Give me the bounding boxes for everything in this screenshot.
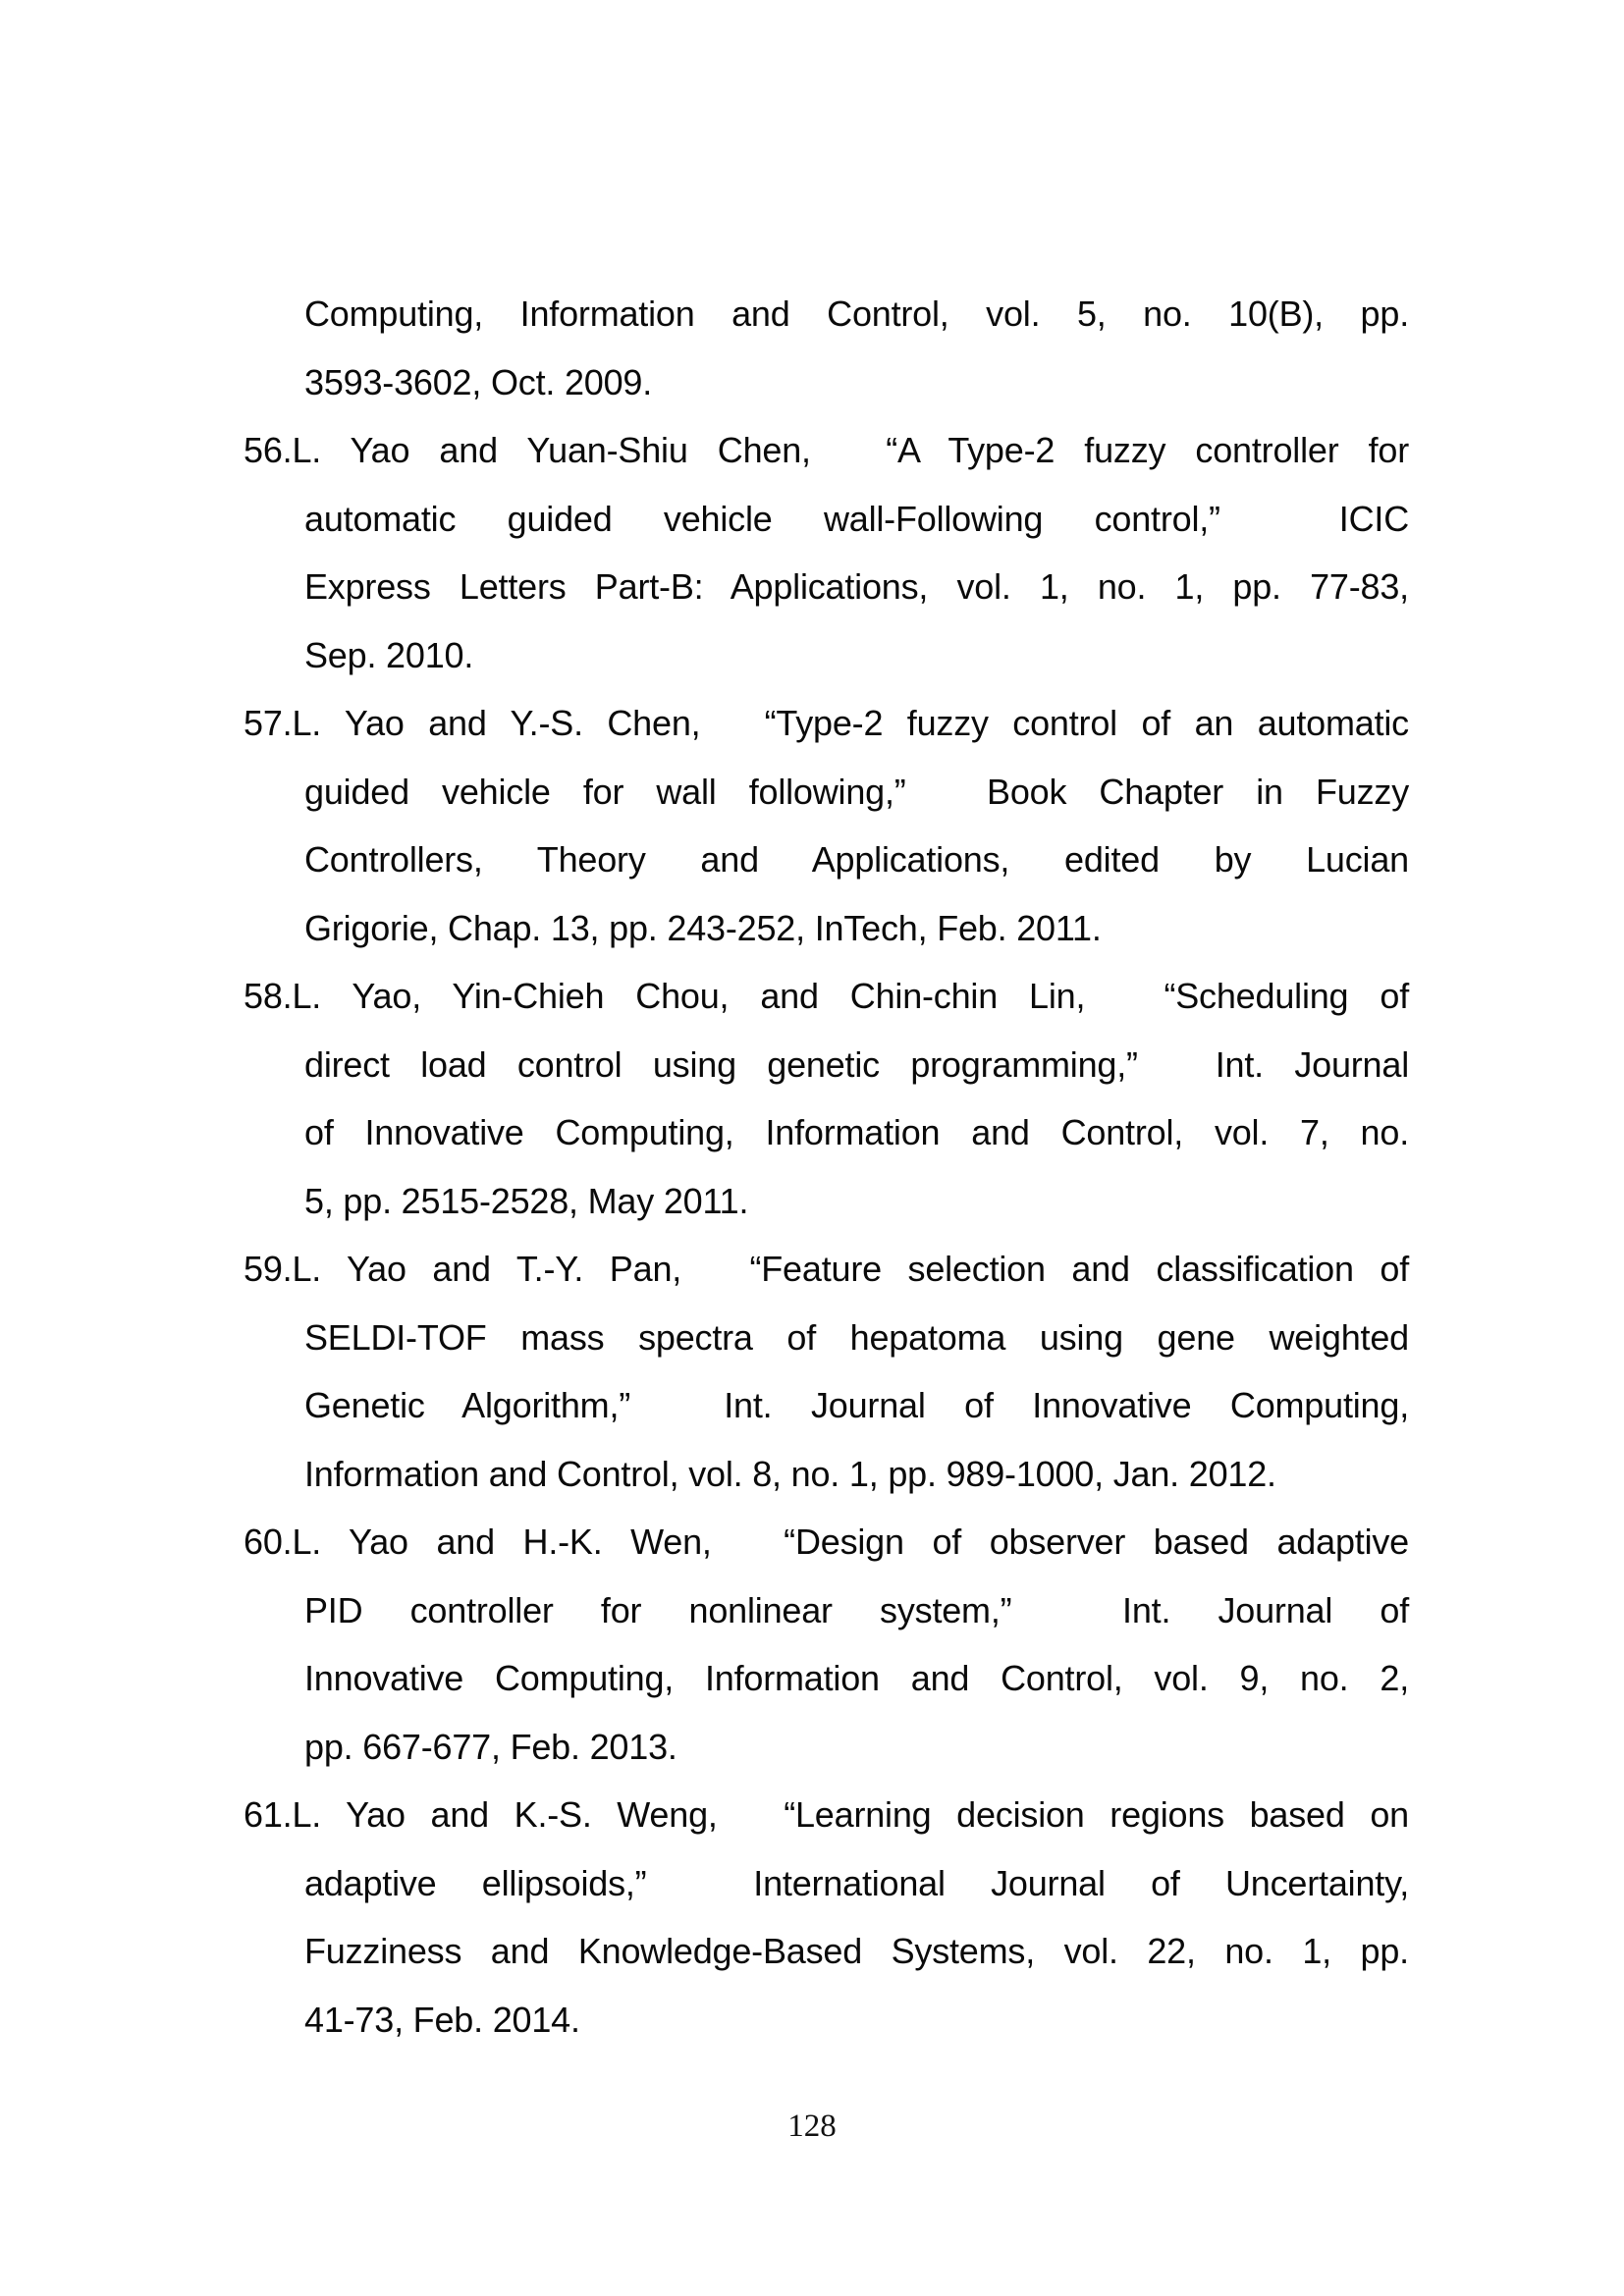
reference-line: guided vehicle for wall following,” Book Chapter in Fuzzy — [304, 771, 1409, 812]
page-number: 128 — [787, 2109, 837, 2144]
reference-line-text: L. Yao and H.-K. Wen, “Design of observer based adaptive — [292, 1522, 1409, 1562]
reference-line: automatic guided vehicle wall-Following control,” ICIC — [304, 498, 1409, 539]
reference-line — [244, 416, 1409, 485]
reference-line: direct load control using genetic programming,” Int. Journal — [304, 1043, 1409, 1085]
reference-number: 59. — [244, 1249, 293, 1289]
reference-line: 41-73, Feb. 2014. — [304, 1999, 580, 2040]
reference-item-57 — [244, 689, 1409, 962]
reference-item-61 — [244, 1781, 1409, 2054]
reference-line — [244, 1508, 1409, 1576]
reference-line-text: L. Yao and K.-S. Weng, “Learning decision regions based on — [292, 1794, 1409, 1835]
reference-line: Controllers, Theory and Applications, edited by Lucian — [304, 839, 1409, 880]
reference-line — [244, 1781, 1409, 1849]
reference-line-text: L. Yao and Y.-S. Chen, “Type-2 fuzzy control of an automatic — [292, 703, 1409, 743]
reference-line: Genetic Algorithm,” Int. Journal of Innovative Computing, — [304, 1385, 1409, 1425]
reference-line: of Innovative Computing, Information and Control, vol. 7, no. — [304, 1112, 1409, 1152]
reference-number: 57. — [244, 703, 293, 743]
reference-item-continuation — [244, 280, 1409, 416]
reference-item-58 — [244, 962, 1409, 1235]
reference-line-text: L. Yao and T.-Y. Pan, “Feature selection and classification of — [292, 1249, 1409, 1289]
reference-line: Computing, Information and Control, vol. 5, no. 10(B), pp. — [304, 294, 1409, 334]
reference-line: adaptive ellipsoids,” International Journal of Uncertainty, — [304, 1862, 1409, 1903]
reference-line: Express Letters Part-B: Applications, vol. 1, no. 1, pp. 77-83, — [304, 566, 1409, 607]
reference-line: 5, pp. 2515-2528, May 2011. — [304, 1180, 749, 1221]
reference-line — [244, 962, 1409, 1031]
reference-line: Information and Control, vol. 8, no. 1, pp. 989-1000, Jan. 2012. — [304, 1453, 1276, 1494]
reference-line — [244, 689, 1409, 758]
reference-item-59 — [244, 1235, 1409, 1508]
reference-line-text: L. Yao, Yin-Chieh Chou, and Chin-chin Lin, “Scheduling of — [292, 976, 1409, 1016]
reference-line: PID controller for nonlinear system,” Int. Journal of — [304, 1589, 1409, 1630]
reference-item-56 — [244, 416, 1409, 689]
reference-line: 3593-3602, Oct. 2009. — [304, 361, 653, 402]
reference-item-60 — [244, 1508, 1409, 1781]
reference-line: Fuzziness and Knowledge-Based Systems, vol. 22, no. 1, pp. — [304, 1931, 1409, 1971]
reference-line-text: L. Yao and Yuan-Shiu Chen, “A Type-2 fuzzy controller for — [292, 430, 1409, 470]
reference-number: 56. — [244, 430, 293, 470]
reference-line: Innovative Computing, Information and Control, vol. 9, no. 2, — [304, 1658, 1409, 1698]
reference-line: Sep. 2010. — [304, 634, 474, 675]
reference-number: 60. — [244, 1522, 293, 1562]
reference-line: SELDI-TOF mass spectra of hepatoma using gene weighted — [304, 1316, 1409, 1358]
reference-line: Grigorie, Chap. 13, pp. 243-252, InTech, Feb. 2011. — [304, 907, 1102, 948]
references-list — [244, 280, 1409, 2054]
reference-number: 61. — [244, 1794, 293, 1835]
reference-line: pp. 667-677, Feb. 2013. — [304, 1726, 677, 1767]
reference-number: 58. — [244, 976, 293, 1016]
reference-line — [244, 1235, 1409, 1304]
